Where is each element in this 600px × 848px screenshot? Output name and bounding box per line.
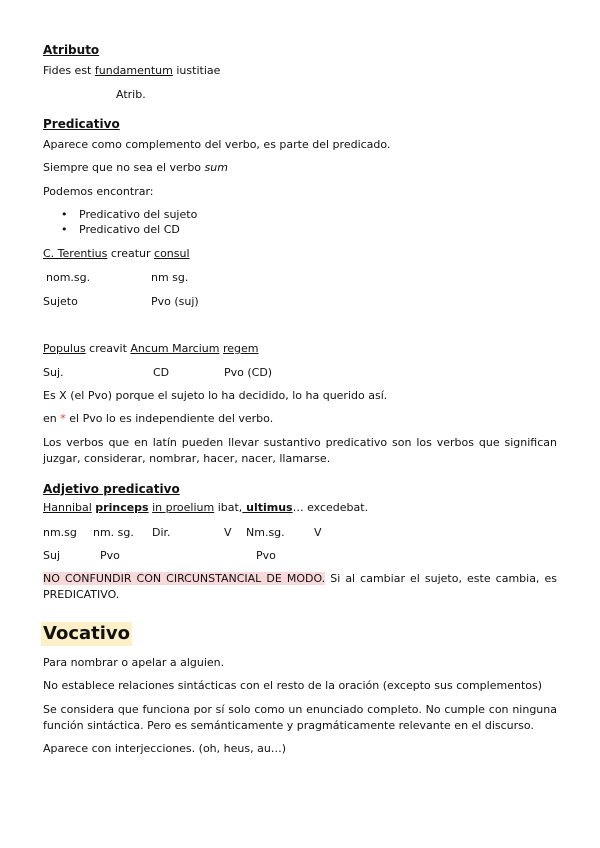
list-item: • Predicativo del sujeto [61, 208, 197, 222]
analysis-cell: nm sg. [151, 271, 189, 284]
vocativo-p1: Para nombrar o apelar a alguien. [43, 656, 225, 669]
predicativo-example-1: C. Terentius creatur consul [43, 247, 190, 260]
predicativo-p1: Aparece como complemento del verbo, es parte del predicado. [43, 138, 391, 151]
analysis-cell: nm. sg. [93, 526, 134, 539]
heading-atributo: Atributo [43, 43, 100, 57]
analysis-cell: Pvo [100, 549, 120, 562]
analysis-cell: CD [153, 366, 170, 379]
predicativo-p6: Los verbos que en latín pueden llevar sustantivo predicativo son los verbos que significan juzgar, considerar, nombrar, hacer, nacer, llamarse. [43, 436, 557, 465]
analysis-cell: Suj [43, 549, 61, 562]
predicativo-p5: en * el Pvo lo es independiente del verbo. [43, 412, 274, 425]
heading-predicativo: Predicativo [43, 117, 120, 131]
analysis-cell: Nm.sg. [246, 526, 285, 539]
adjetivo-note: NO CONFUNDIR CON CIRCUNSTANCIAL DE MODO. Si al cambiar el sujeto, este cambia, es PREDICATIVO. [43, 572, 557, 601]
predicativo-p4: Es X (el Pvo) porque el sujeto lo ha decidido, lo ha querido así. [43, 389, 388, 402]
predicativo-p3: Podemos encontrar: [43, 185, 154, 198]
list-item: • Predicativo del CD [61, 223, 180, 237]
analysis-cell: Sujeto [43, 295, 78, 308]
analysis-cell: Suj. [43, 366, 64, 379]
analysis-cell: nm.sg [43, 526, 77, 539]
vocativo-p3: Se considera que funciona por sí solo como un enunciado completo. No cumple con ninguna función sintáctica. Pero es semánticamente y pragmáticamente relevante en el discurso. [43, 703, 557, 732]
atributo-sentence: Fides est fundamentum iustitiae [43, 64, 221, 77]
vocativo-p2: No establece relaciones sintácticas con el resto de la oración (excepto sus complementos) [43, 679, 543, 692]
heading-adjetivo-predicativo: Adjetivo predicativo [43, 482, 180, 496]
analysis-cell: Dir. [152, 526, 171, 539]
analysis-cell: V [314, 526, 322, 539]
adjetivo-example: Hannibal princeps in proelium ibat, ultimus… excedebat. [43, 501, 369, 514]
analysis-cell: Pvo (CD) [224, 366, 273, 379]
analysis-cell: nom.sg. [46, 271, 91, 284]
predicativo-example-2: Populus creavit Ancum Marcium regem [43, 342, 259, 355]
analysis-cell: Pvo [256, 549, 276, 562]
atributo-label: Atrib. [116, 88, 146, 101]
analysis-cell: V [224, 526, 232, 539]
vocativo-p4: Aparece con interjecciones. (oh, heus, au…) [43, 742, 287, 755]
heading-vocativo: Vocativo [43, 623, 131, 644]
predicativo-p2: Siempre que no sea el verbo sum [43, 161, 228, 174]
analysis-cell: Pvo (suj) [151, 295, 199, 308]
